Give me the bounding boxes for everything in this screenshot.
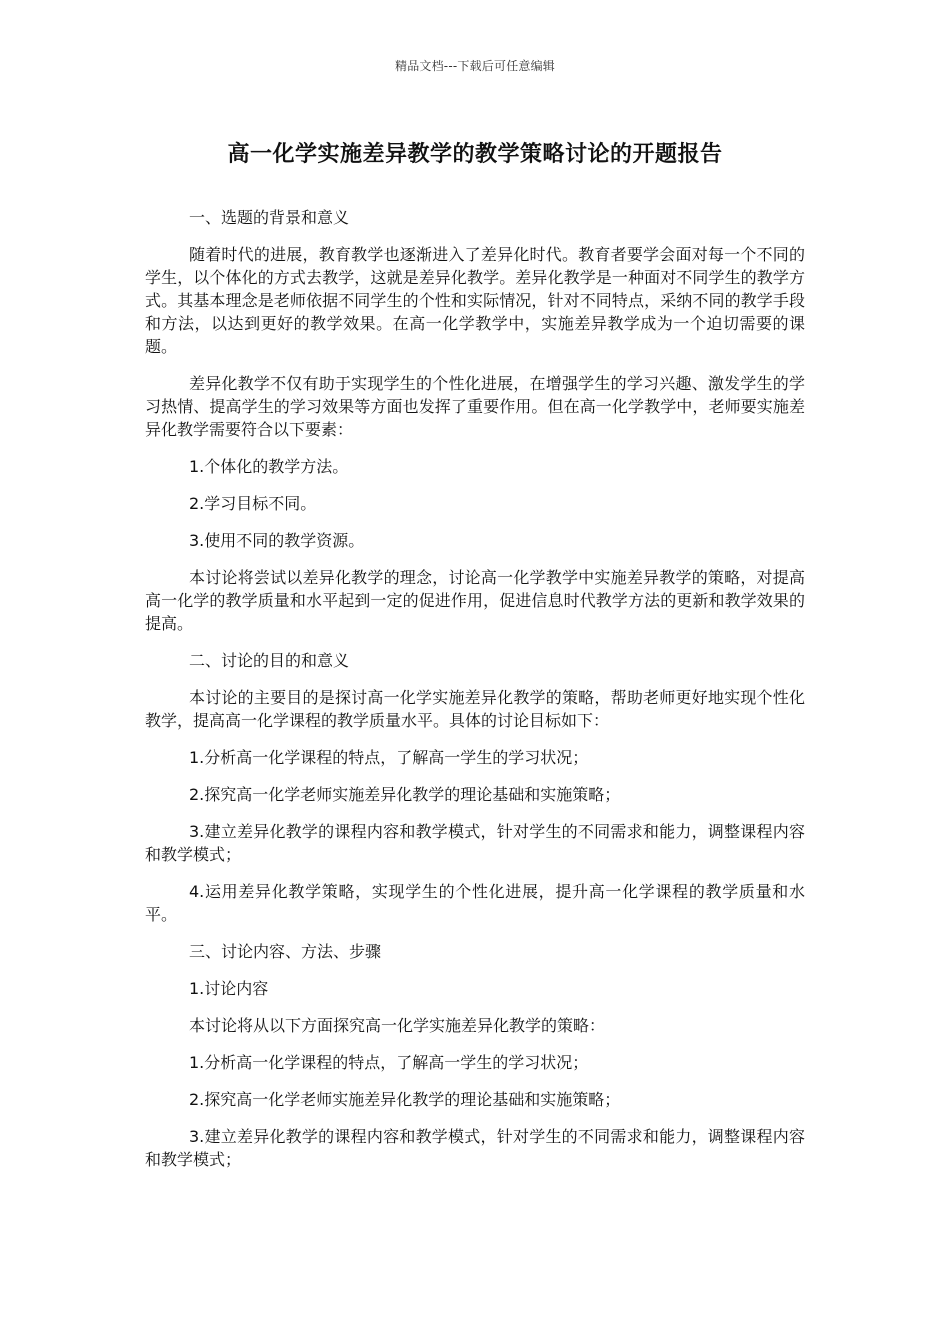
section-heading-2: 二、讨论的目的和意义 bbox=[189, 651, 350, 670]
list-item: 3.建立差异化教学的课程内容和教学模式，针对学生的不同需求和能力，调整课程内容和教学模式； bbox=[145, 1127, 805, 1169]
paragraph: 本讨论将尝试以差异化教学的理念，讨论高一化学教学中实施差异教学的策略，对提高高一化学的教学质量和水平起到一定的促进作用，促进信息时代教学方法的更新和教学效果的提高。 bbox=[145, 568, 805, 633]
paragraph: 差异化教学不仅有助于实现学生的个性化进展，在增强学生的学习兴趣、激发学生的学习热情、提高学生的学习效果等方面也发挥了重要作用。但在高一化学教学中，老师要实施差异化教学需要符合以下要素： bbox=[145, 374, 805, 439]
document-body bbox=[145, 206, 805, 1171]
paragraph: 本讨论的主要目的是探讨高一化学实施差异化教学的策略，帮助老师更好地实现个性化教学，提高高一化学课程的教学质量水平。具体的讨论目标如下： bbox=[145, 688, 805, 730]
list-item: 2.探究高一化学老师实施差异化教学的理论基础和实施策略； bbox=[189, 1090, 621, 1109]
list-item: 2.学习目标不同。 bbox=[189, 494, 317, 513]
list-item: 1.个体化的教学方法。 bbox=[189, 457, 349, 476]
list-item: 1.分析高一化学课程的特点，了解高一学生的学习状况； bbox=[189, 748, 589, 767]
list-item: 4.运用差异化教学策略，实现学生的个性化进展，提升高一化学课程的教学质量和水平。 bbox=[145, 882, 805, 924]
paragraph: 随着时代的进展，教育教学也逐渐进入了差异化时代。教育者要学会面对每一个不同的学生，以个体化的方式去教学，这就是差异化教学。差异化教学是一种面对不同学生的教学方式。其基本理念是老师依据不同学生的个性和实际情况，针对不同特点，采纳不同的教学手段和方法，以达到更好的教学效果。在高一化学教学中，实施差异教学成为一个迫切需要的课题。 bbox=[145, 245, 805, 356]
list-item: 3.使用不同的教学资源。 bbox=[189, 531, 365, 550]
section-heading-1: 一、选题的背景和意义 bbox=[189, 208, 350, 227]
subsection-heading: 1.讨论内容 bbox=[189, 979, 269, 998]
list-item: 3.建立差异化教学的课程内容和教学模式，针对学生的不同需求和能力，调整课程内容和教学模式； bbox=[145, 822, 805, 864]
document-title: 高一化学实施差异教学的教学策略讨论的开题报告 bbox=[227, 142, 723, 167]
list-item: 2.探究高一化学老师实施差异化教学的理论基础和实施策略； bbox=[189, 785, 621, 804]
section-heading-3: 三、讨论内容、方法、步骤 bbox=[189, 942, 382, 961]
header-note: 精品文档---下载后可任意编辑 bbox=[395, 59, 555, 73]
paragraph: 本讨论将从以下方面探究高一化学实施差异化教学的策略： bbox=[189, 1016, 606, 1035]
list-item: 1.分析高一化学课程的特点，了解高一学生的学习状况； bbox=[189, 1053, 589, 1072]
